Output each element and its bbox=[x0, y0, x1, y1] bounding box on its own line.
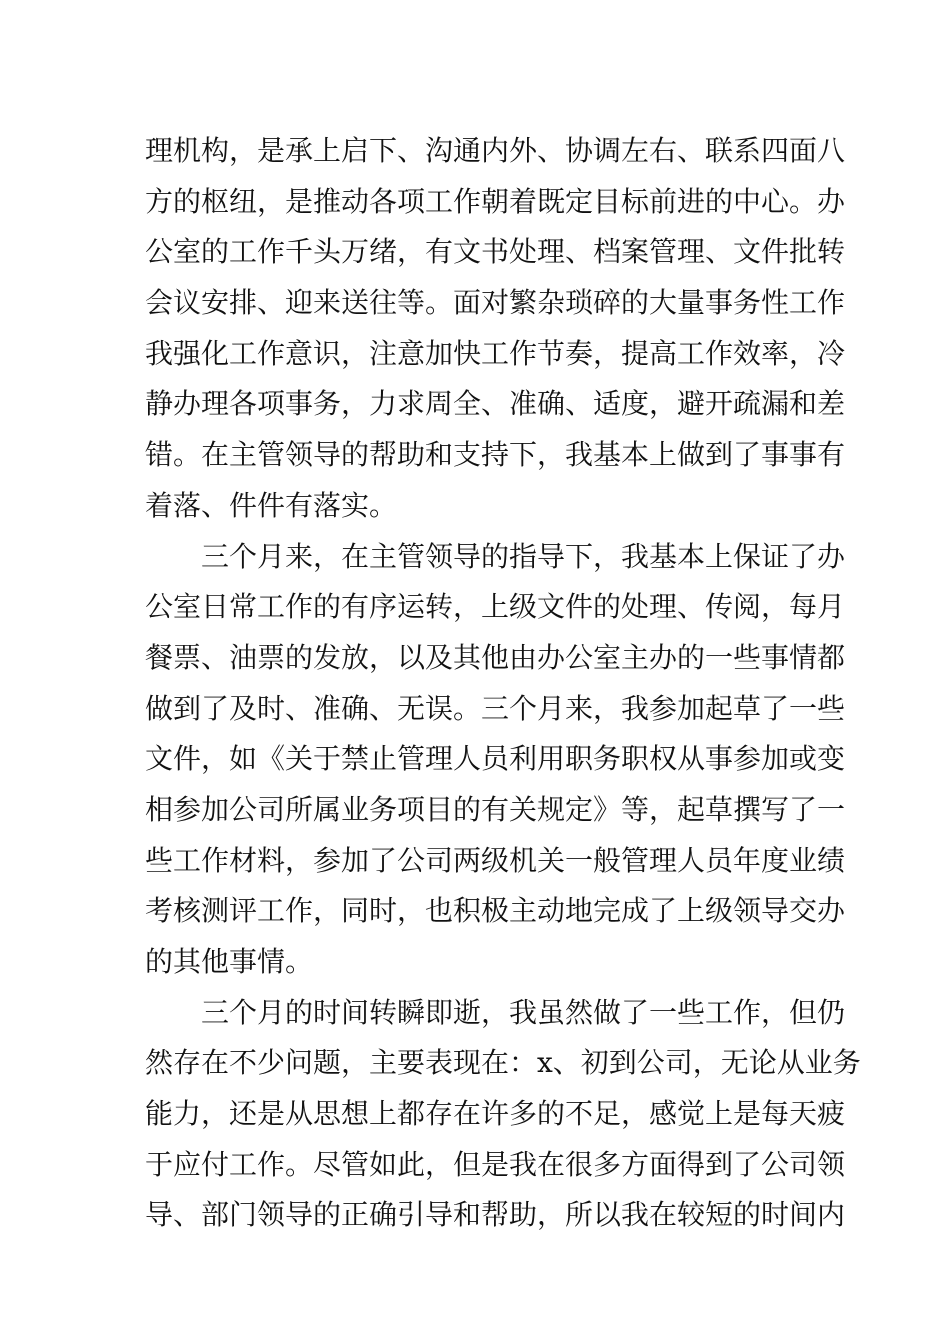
text-line-11: 餐票、油票的发放，以及其他由办公室主办的一些事情都 bbox=[145, 640, 846, 674]
text-line-1: 理机构，是承上启下、沟通内外、协调左右、联系四面八 bbox=[145, 134, 846, 167]
text-line-18: 三个月的时间转瞬即逝，我虽然做了一些工作，但仍 bbox=[201, 995, 846, 1029]
text-line-6: 静办理各项事务，力求周全、准确、适度，避开疏漏和差 bbox=[145, 387, 846, 421]
text-line-2: 方的枢纽，是推动各项工作朝着既定目标前进的中心。办 bbox=[145, 184, 846, 218]
text-line-8: 着落、件件有落实。 bbox=[145, 488, 398, 522]
text-line-5: 我强化工作意识，注意加快工作节奏，提高工作效率，冷 bbox=[145, 336, 846, 370]
text-line-4: 会议安排、迎来送往等。面对繁杂琐碎的大量事务性工作 bbox=[145, 286, 846, 320]
text-line-3: 公室的工作千头万绪，有文书处理、档案管理、文件批转 bbox=[145, 235, 846, 269]
text-line-15: 些工作材料，参加了公司两级机关一般管理人员年度业绩 bbox=[145, 843, 846, 877]
text-line-13: 文件，如《关于禁止管理人员利用职务职权从事参加或变 bbox=[145, 742, 846, 776]
text-line-12: 做到了及时、准确、无误。三个月来，我参加起草了一些 bbox=[145, 691, 846, 725]
text-line-19: 然存在不少问题，主要表现在：x、初到公司，无论从业务 bbox=[145, 1046, 861, 1080]
text-line-20: 能力，还是从思想上都存在许多的不足，感觉上是每天疲 bbox=[145, 1097, 846, 1131]
text-line-7: 错。在主管领导的帮助和支持下，我基本上做到了事事有 bbox=[145, 438, 846, 472]
text-line-22: 导、部门领导的正确引导和帮助，所以我在较短的时间内 bbox=[145, 1198, 846, 1232]
text-line-9: 三个月来，在主管领导的指导下，我基本上保证了办 bbox=[201, 539, 846, 573]
text-line-21: 于应付工作。尽管如此，但是我在很多方面得到了公司领 bbox=[145, 1147, 846, 1181]
text-line-14: 相参加公司所属业务项目的有关规定》等，起草撰写了一 bbox=[145, 792, 846, 826]
body-text bbox=[145, 126, 861, 1241]
text-line-16: 考核测评工作，同时，也积极主动地完成了上级领导交办 bbox=[145, 894, 846, 928]
text-line-17: 的其他事情。 bbox=[145, 945, 314, 978]
text-line-10: 公室日常工作的有序运转，上级文件的处理、传阅，每月 bbox=[145, 590, 846, 624]
